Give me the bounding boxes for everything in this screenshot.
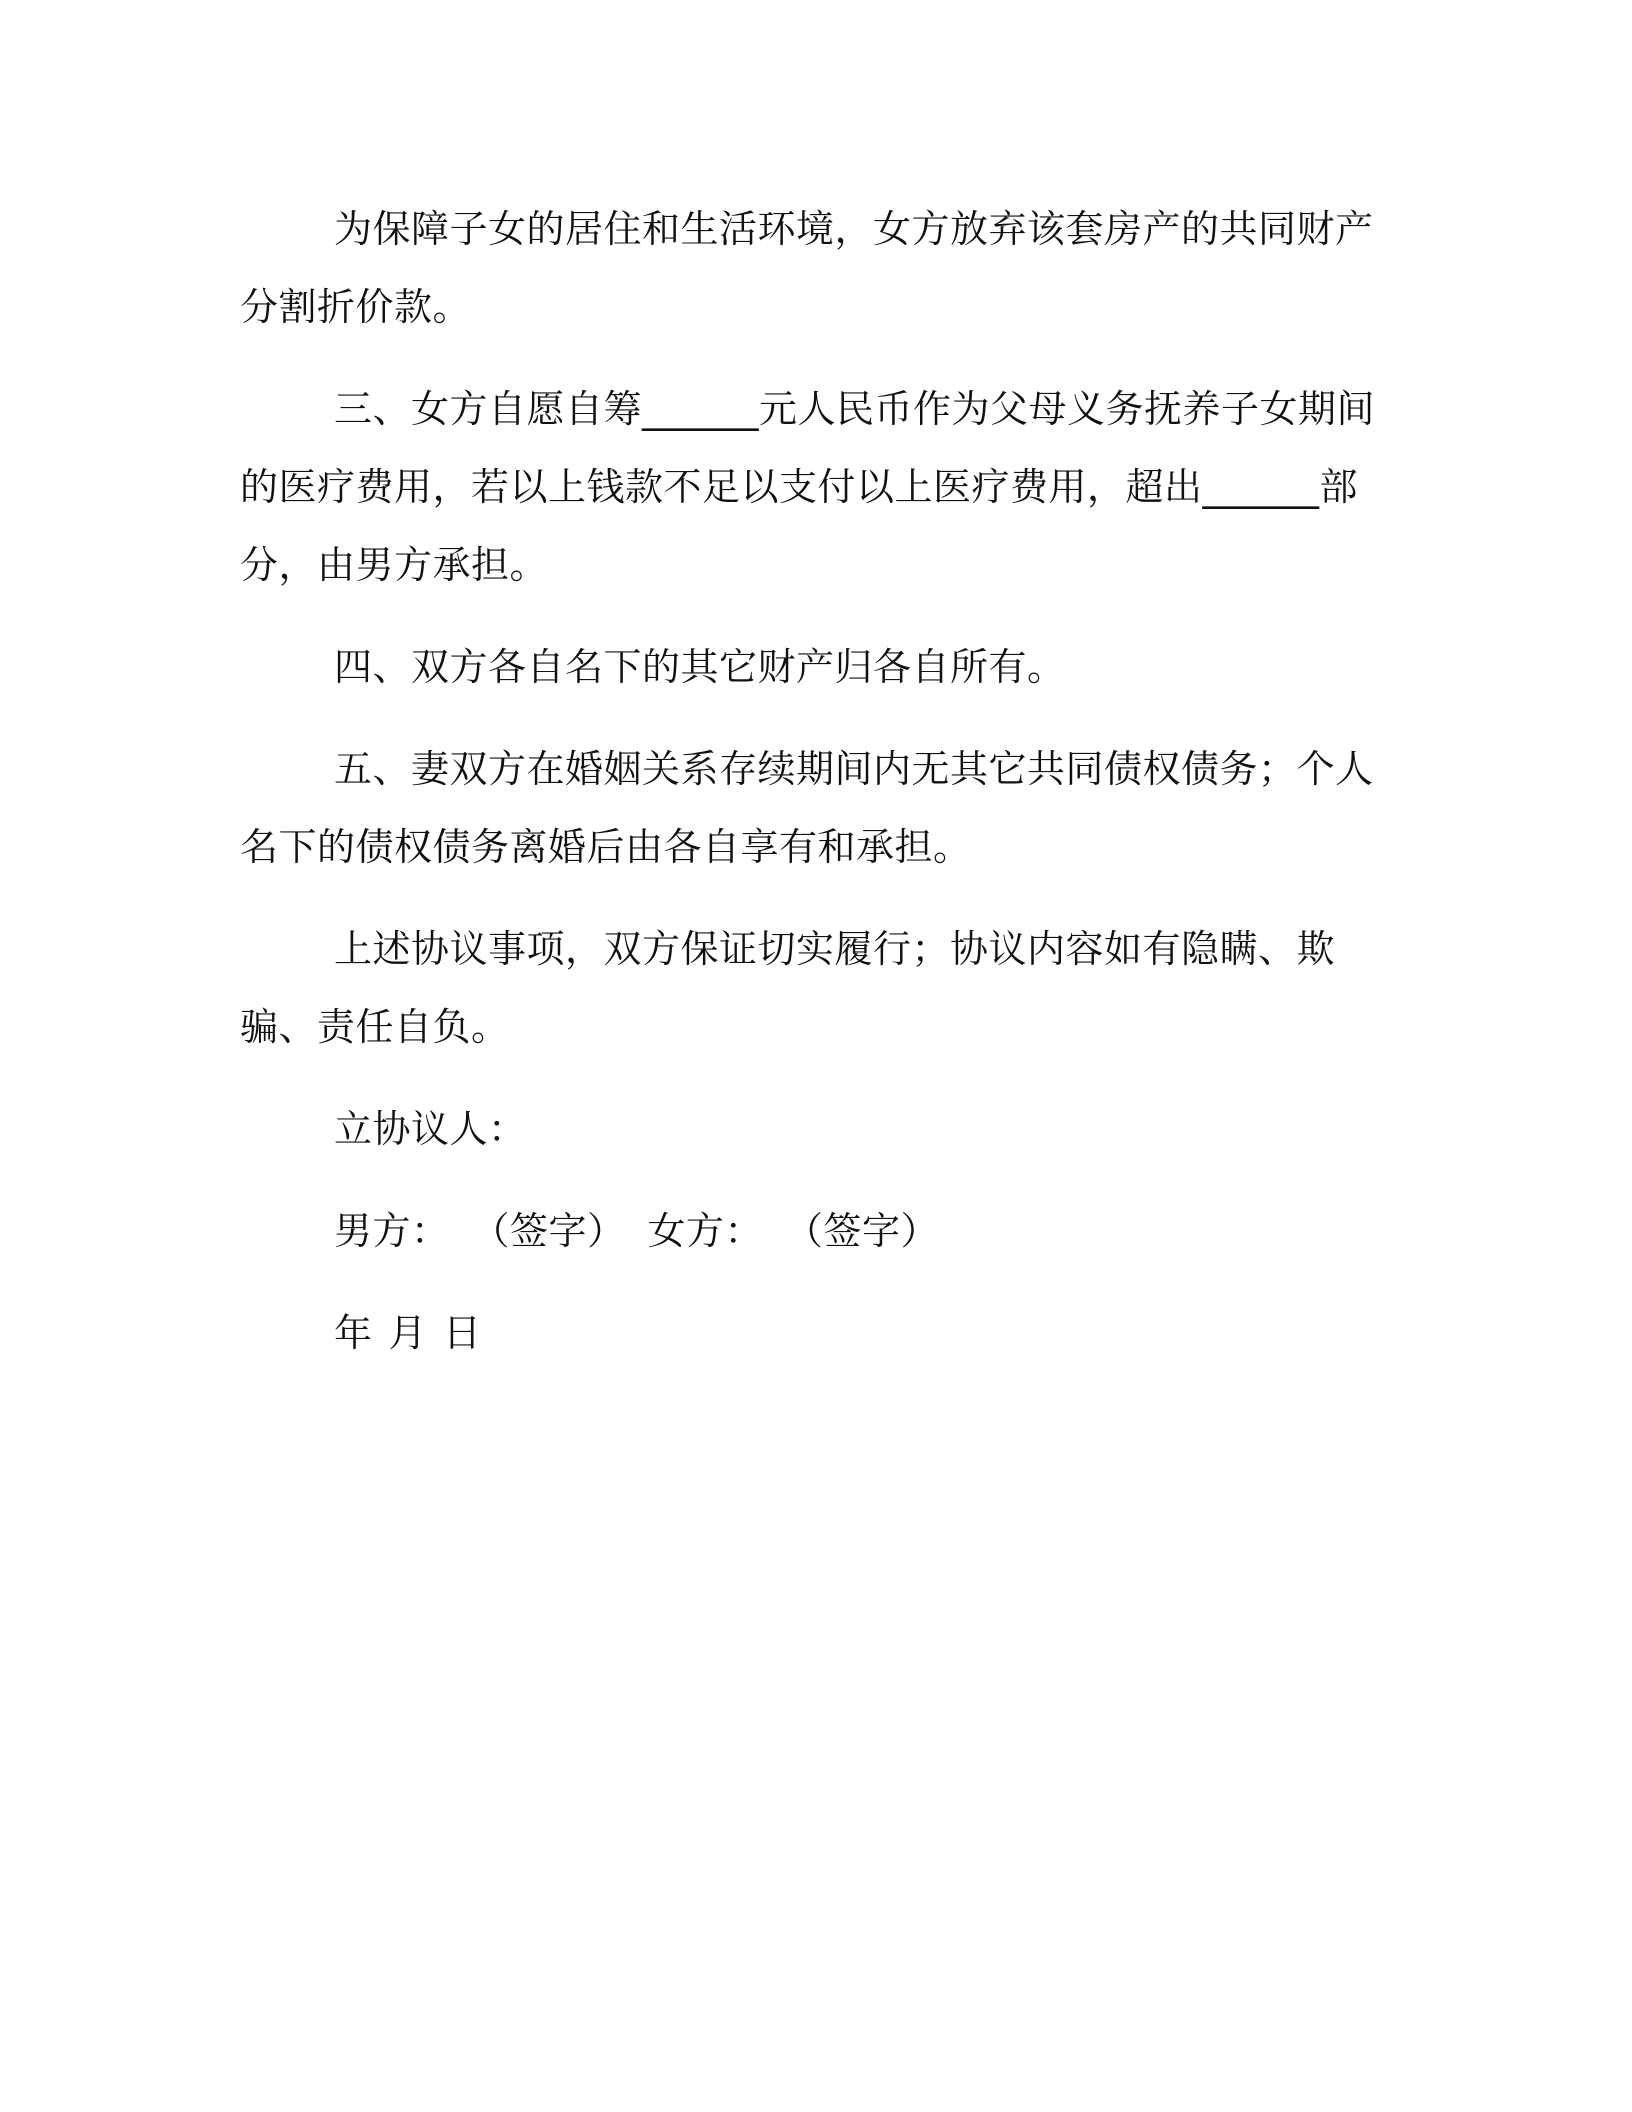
male-signature-field: （签字） — [471, 1209, 626, 1253]
paragraph-debts: 五、妻双方在婚姻关系存续期间内无其它共同债权债务；个人名下的债权债务离婚后由各自享有和承担。 — [240, 747, 1374, 869]
female-signature-field: （签字） — [785, 1209, 940, 1253]
male-label: 男方： — [334, 1209, 450, 1253]
signature-line — [240, 1192, 1400, 1270]
date-year: 年 — [334, 1311, 373, 1355]
date-line — [240, 1294, 1400, 1372]
paragraph-guarantee: 上述协议事项，双方保证切实履行；协议内容如有隐瞒、欺骗、责任自负。 — [240, 927, 1336, 1049]
document-body — [240, 190, 1400, 1396]
paragraph-medical-expenses: 三、女方自愿自筹______元人民币作为父母义务抚养子女期间的医疗费用，若以上钱款不足以支付以上医疗费用，超出______部分，由男方承担。 — [240, 387, 1376, 587]
paragraph-property-waiver: 为保障子女的居住和生活环境，女方放弃该套房产的共同财产分割折价款。 — [240, 207, 1374, 329]
paragraph-other-property: 四、双方各自名下的其它财产归各自所有。 — [334, 645, 1066, 689]
female-label: 女方： — [647, 1209, 764, 1253]
parties-heading: 立协议人： — [334, 1107, 527, 1151]
date-month: 月 — [388, 1311, 428, 1355]
date-day: 日 — [443, 1311, 482, 1355]
